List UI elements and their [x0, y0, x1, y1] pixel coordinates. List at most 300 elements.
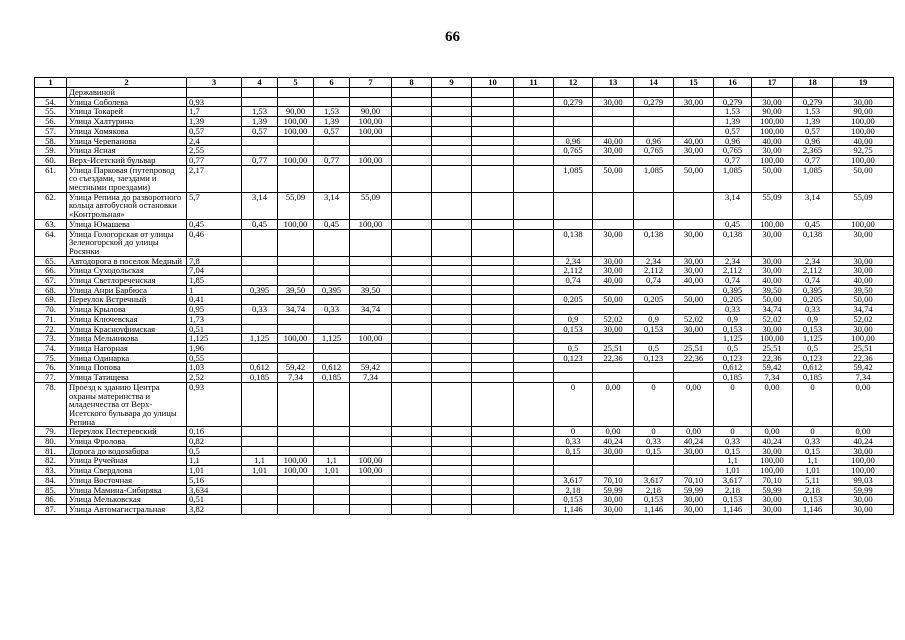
value-cell — [472, 305, 514, 315]
value-cell: 39,50 — [278, 285, 314, 295]
value-cell — [634, 334, 674, 344]
value-cell: 70,10 — [674, 475, 714, 485]
value-cell — [350, 504, 392, 514]
value-cell — [314, 353, 350, 363]
value-cell — [514, 107, 554, 117]
value-cell: 100,00 — [278, 219, 314, 229]
value-cell — [514, 456, 554, 466]
value-cell: 2,34 — [634, 256, 674, 266]
value-cell — [278, 165, 314, 192]
column-number-header-row — [35, 78, 894, 88]
value-cell — [278, 485, 314, 495]
value-cell — [554, 334, 593, 344]
value-cell: 0,279 — [714, 97, 752, 107]
value-cell — [242, 324, 278, 334]
value-cell: 40,24 — [593, 437, 634, 447]
value-cell — [514, 427, 554, 437]
value-cell — [674, 466, 714, 476]
value-cell — [314, 475, 350, 485]
value-cell: 0,185 — [793, 373, 833, 383]
value-cell: 0,74 — [634, 276, 674, 286]
value-cell — [514, 126, 554, 136]
street-name-cell: Улица Красноуфимская — [67, 324, 187, 334]
value-cell — [634, 107, 674, 117]
value-cell — [392, 155, 432, 165]
value-cell — [593, 305, 634, 315]
length-cell: 1,03 — [187, 363, 242, 373]
value-cell: 0,205 — [554, 295, 593, 305]
value-cell — [432, 475, 472, 485]
street-name-cell: Улица Мамина-Сибиряка — [67, 485, 187, 495]
value-cell: 0,153 — [793, 495, 833, 505]
value-cell — [554, 126, 593, 136]
value-cell — [472, 353, 514, 363]
value-cell — [432, 427, 472, 437]
value-cell — [432, 305, 472, 315]
length-cell: 1,39 — [187, 117, 242, 127]
value-cell — [472, 314, 514, 324]
value-cell — [472, 475, 514, 485]
value-cell: 59,42 — [350, 363, 392, 373]
value-cell — [314, 295, 350, 305]
value-cell — [593, 88, 634, 98]
value-cell — [432, 324, 472, 334]
value-cell: 90,00 — [278, 107, 314, 117]
value-cell — [674, 456, 714, 466]
table-row — [35, 155, 894, 165]
value-cell — [554, 456, 593, 466]
value-cell: 50,00 — [674, 165, 714, 192]
value-cell: 2,34 — [793, 256, 833, 266]
value-cell: 1,39 — [714, 117, 752, 127]
value-cell — [278, 295, 314, 305]
value-cell — [242, 437, 278, 447]
value-cell — [314, 146, 350, 156]
row-number-cell: 55. — [35, 107, 67, 117]
value-cell — [350, 295, 392, 305]
value-cell — [472, 456, 514, 466]
value-cell — [392, 504, 432, 514]
value-cell — [514, 324, 554, 334]
value-cell — [472, 266, 514, 276]
value-cell: 0,138 — [554, 229, 593, 256]
value-cell: 1,146 — [714, 504, 752, 514]
value-cell — [514, 117, 554, 127]
value-cell — [278, 324, 314, 334]
value-cell: 0,9 — [714, 314, 752, 324]
value-cell — [472, 136, 514, 146]
value-cell — [242, 353, 278, 363]
value-cell: 30,00 — [752, 97, 793, 107]
value-cell — [472, 334, 514, 344]
value-cell — [392, 285, 432, 295]
value-cell: 59,42 — [833, 363, 894, 373]
value-cell: 59,99 — [593, 485, 634, 495]
value-cell — [242, 136, 278, 146]
value-cell — [278, 136, 314, 146]
value-cell — [514, 266, 554, 276]
value-cell: 3,617 — [714, 475, 752, 485]
value-cell — [432, 446, 472, 456]
value-cell — [242, 504, 278, 514]
value-cell: 59,42 — [752, 363, 793, 373]
value-cell: 1,39 — [242, 117, 278, 127]
value-cell — [514, 353, 554, 363]
value-cell — [392, 437, 432, 447]
value-cell — [350, 353, 392, 363]
row-number-cell: 81. — [35, 446, 67, 456]
value-cell — [242, 146, 278, 156]
value-cell — [392, 456, 432, 466]
value-cell — [514, 437, 554, 447]
street-name-cell: Улица Парковая (путепровод со съездами, заездами и местными проездами) — [67, 165, 187, 192]
value-cell — [278, 353, 314, 363]
value-cell: 1,1 — [242, 456, 278, 466]
street-name-cell: Улица Автомагистральная — [67, 504, 187, 514]
value-cell: 1,085 — [634, 165, 674, 192]
value-cell — [242, 276, 278, 286]
table-row — [35, 466, 894, 476]
value-cell: 1,085 — [793, 165, 833, 192]
value-cell — [432, 437, 472, 447]
street-name-cell: Переулок Встречный — [67, 295, 187, 305]
value-cell: 0,612 — [714, 363, 752, 373]
value-cell — [472, 192, 514, 219]
length-cell: 0,82 — [187, 437, 242, 447]
value-cell: 30,00 — [752, 266, 793, 276]
value-cell: 0,00 — [752, 382, 793, 427]
value-cell: 40,24 — [752, 437, 793, 447]
value-cell: 0,74 — [554, 276, 593, 286]
value-cell: 30,00 — [833, 495, 894, 505]
value-cell — [432, 192, 472, 219]
value-cell — [674, 88, 714, 98]
value-cell: 55,09 — [752, 192, 793, 219]
value-cell: 30,00 — [752, 256, 793, 266]
street-name-cell: Улица Фролова — [67, 437, 187, 447]
value-cell — [514, 466, 554, 476]
value-cell: 100,00 — [833, 117, 894, 127]
value-cell: 3,617 — [634, 475, 674, 485]
value-cell: 0,9 — [634, 314, 674, 324]
value-cell: 0,185 — [242, 373, 278, 383]
length-cell: 0,46 — [187, 229, 242, 256]
value-cell — [593, 192, 634, 219]
value-cell: 50,00 — [833, 295, 894, 305]
value-cell — [514, 314, 554, 324]
value-cell: 0,123 — [634, 353, 674, 363]
table-row — [35, 363, 894, 373]
value-cell — [514, 446, 554, 456]
value-cell — [242, 382, 278, 427]
value-cell — [514, 256, 554, 266]
length-cell: 5,7 — [187, 192, 242, 219]
column-number-header: 4 — [242, 78, 278, 88]
value-cell — [278, 276, 314, 286]
value-cell — [472, 126, 514, 136]
row-number-cell: 79. — [35, 427, 67, 437]
value-cell: 0,00 — [674, 382, 714, 427]
value-cell — [432, 466, 472, 476]
value-cell — [472, 165, 514, 192]
value-cell — [714, 88, 752, 98]
value-cell — [634, 305, 674, 315]
value-cell: 0,33 — [793, 305, 833, 315]
value-cell — [472, 276, 514, 286]
value-cell — [752, 88, 793, 98]
value-cell — [554, 285, 593, 295]
value-cell — [242, 97, 278, 107]
value-cell: 30,00 — [752, 504, 793, 514]
value-cell: 1,125 — [793, 334, 833, 344]
value-cell: 55,09 — [833, 192, 894, 219]
value-cell: 7,34 — [278, 373, 314, 383]
row-number-cell: 70. — [35, 305, 67, 315]
street-name-cell: Улица Татищева — [67, 373, 187, 383]
row-number-cell: 58. — [35, 136, 67, 146]
value-cell — [514, 495, 554, 505]
value-cell — [472, 437, 514, 447]
value-cell — [350, 266, 392, 276]
value-cell — [674, 192, 714, 219]
value-cell: 100,00 — [350, 117, 392, 127]
table-row — [35, 295, 894, 305]
street-name-cell: Улица Халтурина — [67, 117, 187, 127]
value-cell: 100,00 — [833, 466, 894, 476]
value-cell — [593, 155, 634, 165]
value-cell: 0 — [714, 427, 752, 437]
value-cell: 100,00 — [752, 456, 793, 466]
value-cell — [392, 97, 432, 107]
value-cell — [674, 305, 714, 315]
value-cell — [392, 382, 432, 427]
street-name-cell: Проезд к зданию Центра охраны материнства и младенчества от Верх-Исетского бульвара до улицы Репина — [67, 382, 187, 427]
value-cell — [242, 88, 278, 98]
column-number-header: 17 — [752, 78, 793, 88]
value-cell — [514, 475, 554, 485]
value-cell — [514, 343, 554, 353]
row-number-cell: 83. — [35, 466, 67, 476]
value-cell — [392, 165, 432, 192]
value-cell — [634, 456, 674, 466]
value-cell: 0,00 — [833, 382, 894, 427]
street-name-cell: Улица Ясная — [67, 146, 187, 156]
road-data-table — [34, 77, 894, 515]
column-number-header: 16 — [714, 78, 752, 88]
value-cell: 0,15 — [634, 446, 674, 456]
row-number-cell: 57. — [35, 126, 67, 136]
value-cell — [314, 485, 350, 495]
value-cell: 55,09 — [350, 192, 392, 219]
value-cell: 1,53 — [314, 107, 350, 117]
value-cell — [472, 382, 514, 427]
value-cell: 30,00 — [833, 266, 894, 276]
value-cell: 30,00 — [752, 446, 793, 456]
length-cell — [187, 88, 242, 98]
column-number-header: 10 — [472, 78, 514, 88]
value-cell — [593, 219, 634, 229]
value-cell — [392, 117, 432, 127]
value-cell — [514, 155, 554, 165]
value-cell — [432, 97, 472, 107]
row-number-cell: 71. — [35, 314, 67, 324]
length-cell: 0,55 — [187, 353, 242, 363]
value-cell: 30,00 — [674, 495, 714, 505]
street-name-cell: Державиной — [67, 88, 187, 98]
length-cell: 1,96 — [187, 343, 242, 353]
value-cell: 1,1 — [714, 456, 752, 466]
value-cell: 100,00 — [278, 117, 314, 127]
value-cell — [350, 446, 392, 456]
value-cell: 1,085 — [714, 165, 752, 192]
value-cell: 0,33 — [714, 305, 752, 315]
value-cell — [392, 107, 432, 117]
value-cell — [432, 88, 472, 98]
value-cell — [314, 229, 350, 256]
value-cell — [350, 437, 392, 447]
value-cell: 2,34 — [714, 256, 752, 266]
length-cell: 5,16 — [187, 475, 242, 485]
value-cell — [554, 88, 593, 98]
value-cell — [432, 266, 472, 276]
street-name-cell: Переулок Пестеревский — [67, 427, 187, 437]
value-cell — [674, 285, 714, 295]
value-cell: 34,74 — [752, 305, 793, 315]
value-cell: 0,77 — [793, 155, 833, 165]
row-number-cell — [35, 88, 67, 98]
value-cell: 0,45 — [714, 219, 752, 229]
table-row — [35, 343, 894, 353]
value-cell — [350, 229, 392, 256]
value-cell: 0,765 — [714, 146, 752, 156]
value-cell — [554, 219, 593, 229]
value-cell — [472, 485, 514, 495]
value-cell: 0,33 — [714, 437, 752, 447]
value-cell — [278, 266, 314, 276]
row-number-cell: 84. — [35, 475, 67, 485]
value-cell — [314, 276, 350, 286]
value-cell: 0,153 — [634, 324, 674, 334]
value-cell: 90,00 — [350, 107, 392, 117]
value-cell: 30,00 — [833, 97, 894, 107]
value-cell: 25,51 — [674, 343, 714, 353]
value-cell: 59,99 — [674, 485, 714, 495]
value-cell — [514, 136, 554, 146]
value-cell: 1,39 — [314, 117, 350, 127]
value-cell — [514, 276, 554, 286]
value-cell: 0,5 — [714, 343, 752, 353]
value-cell — [593, 334, 634, 344]
value-cell — [514, 97, 554, 107]
value-cell: 40,00 — [674, 276, 714, 286]
row-number-cell: 78. — [35, 382, 67, 427]
value-cell — [278, 475, 314, 485]
value-cell — [514, 219, 554, 229]
row-number-cell: 74. — [35, 343, 67, 353]
table-row — [35, 446, 894, 456]
value-cell — [472, 373, 514, 383]
value-cell — [392, 136, 432, 146]
value-cell: 30,00 — [593, 146, 634, 156]
length-cell: 0,51 — [187, 324, 242, 334]
value-cell: 1,085 — [554, 165, 593, 192]
value-cell — [242, 266, 278, 276]
column-number-header: 19 — [833, 78, 894, 88]
value-cell — [350, 382, 392, 427]
value-cell — [554, 117, 593, 127]
value-cell: 40,00 — [752, 136, 793, 146]
column-number-header: 5 — [278, 78, 314, 88]
value-cell — [472, 146, 514, 156]
value-cell: 39,50 — [833, 285, 894, 295]
length-cell: 7,04 — [187, 266, 242, 276]
value-cell — [314, 165, 350, 192]
value-cell: 0,5 — [554, 343, 593, 353]
value-cell: 1,125 — [714, 334, 752, 344]
value-cell: 52,02 — [674, 314, 714, 324]
value-cell — [432, 136, 472, 146]
value-cell: 7,34 — [350, 373, 392, 383]
value-cell — [314, 314, 350, 324]
value-cell — [392, 276, 432, 286]
value-cell: 0,57 — [714, 126, 752, 136]
value-cell — [514, 285, 554, 295]
value-cell — [350, 146, 392, 156]
value-cell — [554, 466, 593, 476]
value-cell — [392, 334, 432, 344]
value-cell: 50,00 — [674, 295, 714, 305]
value-cell: 7,34 — [752, 373, 793, 383]
value-cell: 30,00 — [674, 229, 714, 256]
value-cell: 3,14 — [242, 192, 278, 219]
value-cell: 0,33 — [242, 305, 278, 315]
column-number-header: 15 — [674, 78, 714, 88]
value-cell — [472, 155, 514, 165]
street-name-cell: Улица Соболева — [67, 97, 187, 107]
value-cell — [392, 88, 432, 98]
value-cell: 0,77 — [714, 155, 752, 165]
value-cell — [432, 276, 472, 286]
value-cell — [432, 165, 472, 192]
value-cell — [674, 373, 714, 383]
value-cell — [472, 495, 514, 505]
value-cell: 50,00 — [752, 295, 793, 305]
value-cell — [314, 446, 350, 456]
length-cell: 2,52 — [187, 373, 242, 383]
value-cell — [392, 256, 432, 266]
value-cell: 0,00 — [833, 427, 894, 437]
length-cell: 0,93 — [187, 97, 242, 107]
value-cell: 0 — [793, 427, 833, 437]
value-cell: 0,00 — [593, 427, 634, 437]
value-cell: 1,53 — [714, 107, 752, 117]
value-cell — [350, 314, 392, 324]
value-cell: 22,36 — [752, 353, 793, 363]
value-cell — [278, 97, 314, 107]
value-cell: 0,15 — [554, 446, 593, 456]
value-cell: 3,617 — [554, 475, 593, 485]
value-cell: 30,00 — [752, 229, 793, 256]
value-cell: 2,18 — [554, 485, 593, 495]
value-cell: 0,15 — [793, 446, 833, 456]
value-cell — [674, 107, 714, 117]
value-cell — [392, 192, 432, 219]
value-cell — [242, 165, 278, 192]
value-cell — [350, 343, 392, 353]
value-cell: 50,00 — [833, 165, 894, 192]
value-cell — [593, 285, 634, 295]
value-cell: 0,395 — [714, 285, 752, 295]
